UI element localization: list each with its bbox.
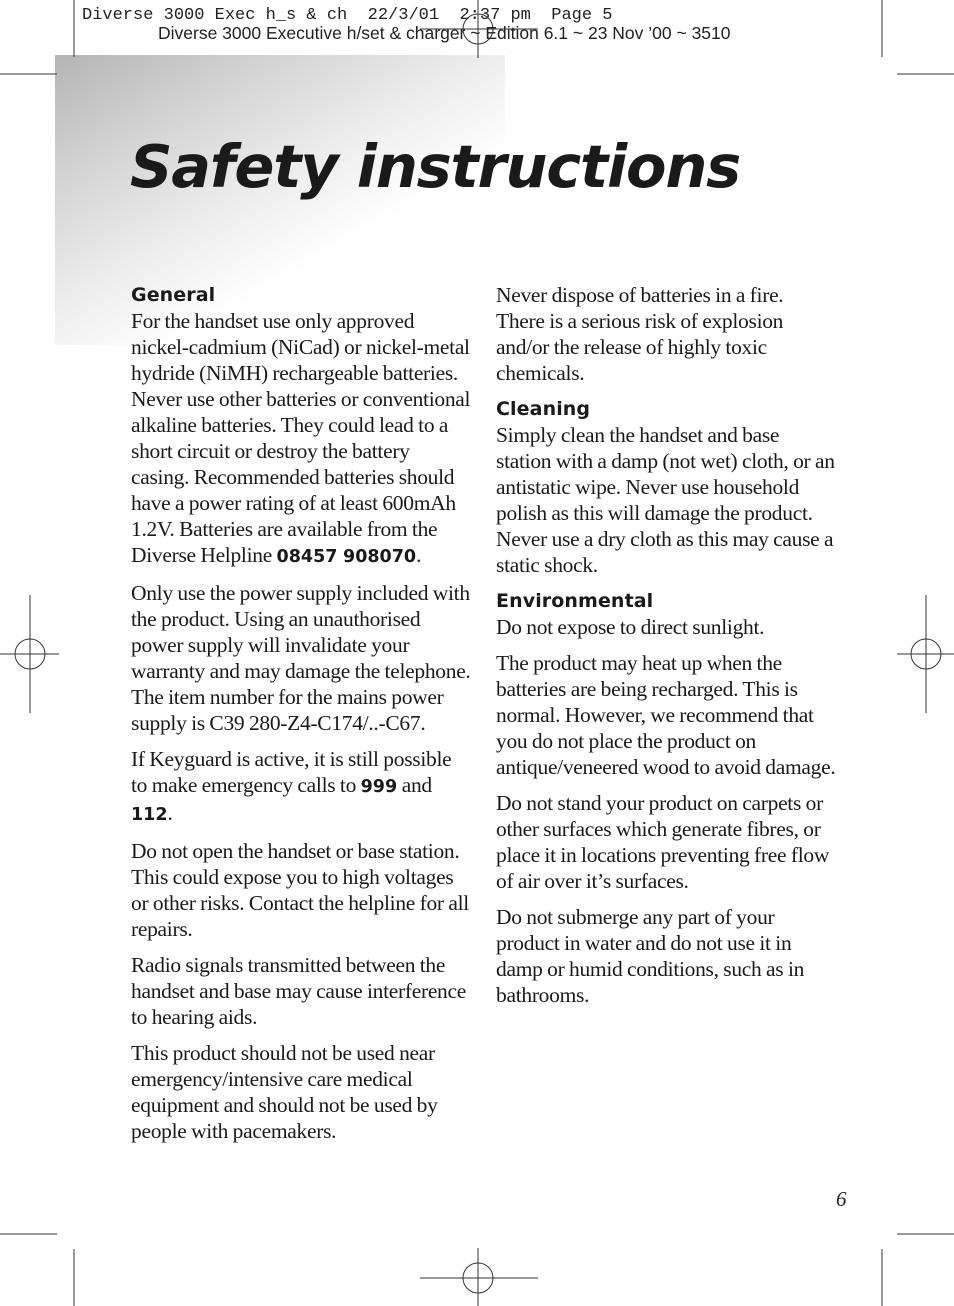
emergency-number-112: 112	[131, 805, 168, 825]
general-radio-signals-paragraph: Radio signals transmitted between the handset and base may cause interference to hearing aids.	[131, 953, 466, 1029]
environmental-heat-paragraph: The product may heat up when the batteries are being recharged. This is normal. However, we recommend that you do not place the product on antique/veneered wood to avoid damage.	[496, 651, 836, 779]
emergency-number-999: 999	[360, 777, 398, 797]
environmental-water-paragraph: Do not submerge any part of your product in water and do not use it in damp or humid conditions, such as in bathrooms.	[496, 905, 805, 1007]
general-heading: General	[131, 284, 216, 306]
general-open-handset-paragraph: Do not open the handset or base station. This could expose you to high voltages or other risks. Contact the helpline for all repairs.	[131, 839, 469, 941]
general-keyguard-paragraph	[131, 746, 471, 828]
environmental-sunlight-paragraph: Do not expose to direct sunlight.	[496, 615, 765, 639]
print-slug: Diverse 3000 Exec h_s & ch 22/3/01 2:37 pm Page 5	[82, 6, 613, 25]
general-batteries-paragraph	[131, 308, 471, 570]
edition-line: Diverse 3000 Executive h/set & charger ~ Edition 6.1 ~ 23 Nov ’00 ~ 3510	[158, 23, 731, 43]
left-column	[131, 282, 471, 1154]
page-title: Safety instructions	[130, 132, 741, 201]
general-dispose-paragraph: Never dispose of batteries in a fire. There is a serious risk of explosion and/or the release of highly toxic chemicals.	[496, 283, 784, 385]
period: .	[167, 801, 173, 825]
batteries-text: For the handset use only approved nickel-cadmium (NiCad) or nickel-metal hydride (NiMH) rechargeable batteries. Never use other batteries or conventional alkaline batteries. They could lead to a short circuit or destroy the battery casing. Recommended batteries should have a power rating of at least 600mAh 1.2V. Batteries are available from the Diverse Helpline	[131, 309, 471, 567]
cleaning-paragraph: Simply clean the handset and base station with a damp (not wet) cloth, or an antistatic wipe. Never use household polish as this will damage the product. Never use a dry cloth as this may cause a static shock.	[496, 423, 835, 577]
and-text: and	[397, 773, 432, 797]
general-medical-paragraph: This product should not be used near emergency/intensive care medical equipment and should not be used by people with pacemakers.	[131, 1041, 438, 1143]
keyguard-text: If Keyguard is active, it is still possible to make emergency calls to	[131, 747, 452, 797]
page-number: 6	[836, 1187, 847, 1211]
helpline-number: 08457 908070	[276, 547, 417, 567]
cleaning-heading: Cleaning	[496, 398, 591, 420]
environmental-carpets-paragraph: Do not stand your product on carpets or other surfaces which generate fibres, or place it in locations preventing free flow of air over it’s surfaces.	[496, 791, 830, 893]
period: .	[416, 543, 422, 567]
right-column	[496, 282, 836, 1018]
general-power-supply-paragraph: Only use the power supply included with the product. Using an unauthorised power supply will invalidate your warranty and may damage the telephone. The item number for the mains power supply is C39 280-Z4-C174/..-C67.	[131, 581, 471, 735]
environmental-heading: Environmental	[496, 590, 654, 612]
